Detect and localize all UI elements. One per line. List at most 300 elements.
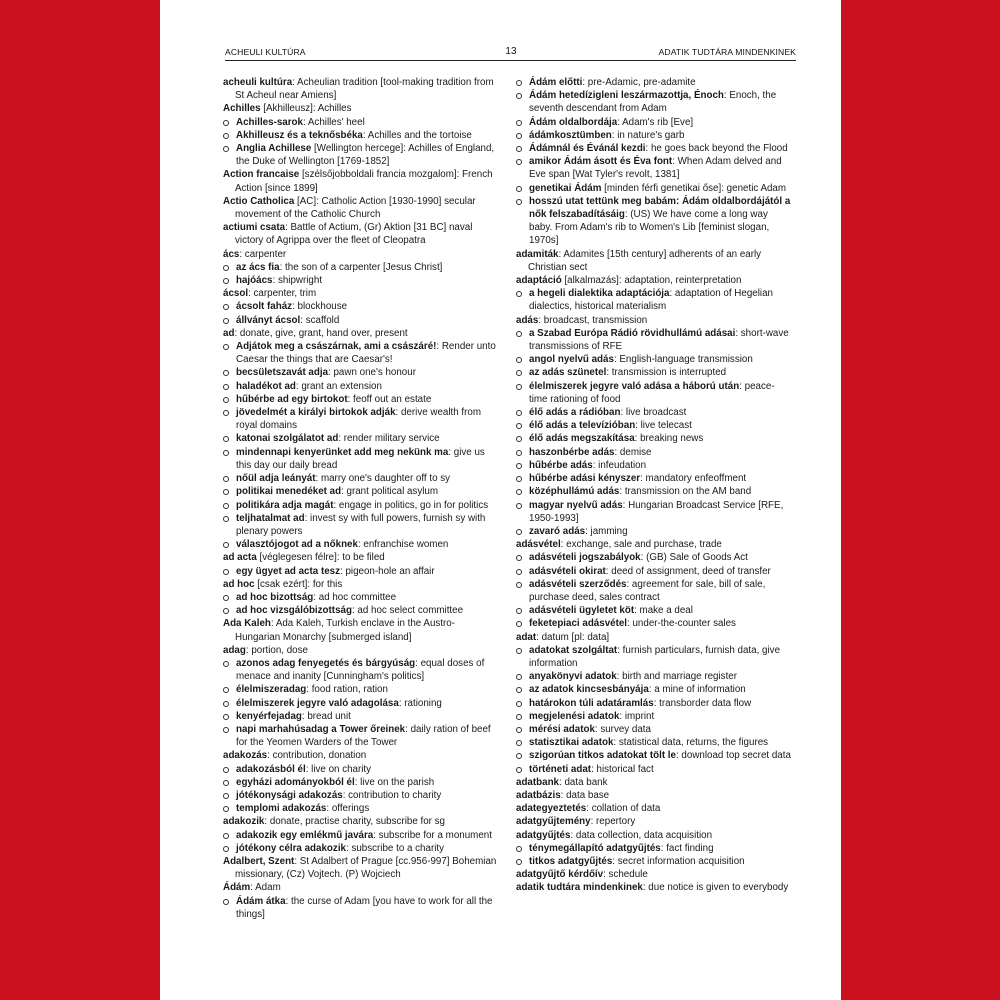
entry-headword: Ádám oldalbordája [529,116,618,128]
dictionary-entry [516,631,793,644]
sub-entry [516,551,793,564]
entry-definition: : When Adam delved and Eve span [Wat Tyler's revolt, 1381] [529,156,782,181]
entry-definition: : collation of data [586,803,661,815]
entry-definition: : datum [pl: data] [536,631,610,643]
sub-entry [516,432,793,445]
entry-headword: amikor Ádám ásott és Éva font [529,156,673,168]
entry-definition: : blockhouse [292,301,348,313]
entry-headword: az adatok kincsesbányája [529,684,649,696]
entry-headword: adatokat szolgáltat [529,644,618,656]
entry-headword: anyakönyvi adatok [529,671,617,683]
dictionary-entry [223,855,500,881]
sub-entry [516,499,793,525]
sub-entry [516,855,793,868]
entry-definition: : carpenter, trim [248,288,317,300]
entry-definition: : the curse of Adam [you have to work for all the things] [236,895,493,920]
entry-headword: ácsolt faház [236,301,293,313]
sub-entry [516,842,793,855]
entry-headword: actiumi csata [223,222,286,234]
entry-headword: zavaró adás [529,525,586,537]
entry-definition: : offerings [326,803,370,815]
entry-headword: Akhilleusz és a teknősbéka [236,129,363,141]
sub-entry [516,287,793,313]
entry-headword: adatgyűjtemény [516,816,591,828]
entry-headword: élelmiszeradag [236,684,307,696]
entry-definition: : adaptation of Hegelian dialectics, historical materialism [529,288,773,313]
dictionary-entry [223,76,500,102]
entry-headword: adaptáció [516,275,562,287]
sub-entry [516,485,793,498]
sub-entry [223,657,500,683]
entry-definition: [AC]: Catholic Action [1930-1990] secular movement of the Catholic Church [235,195,476,221]
dictionary-entry [516,776,793,789]
entry-headword: Ádám átka [236,895,286,907]
entry-definition: [alkalmazás]: adaptation, reinterpretation [561,275,742,287]
dictionary-entry [516,815,793,828]
entry-definition: : Render unto Caesar the things that are Caesar's! [236,341,496,366]
sub-entry [516,683,793,696]
sub-entry [516,459,793,472]
entry-headword: nőül adja leányát [236,473,316,485]
entry-definition: : schedule [603,869,648,881]
sub-entry [223,763,500,776]
sub-entry [516,195,793,248]
sub-entry [516,644,793,670]
entry-definition: : peace-time rationing of food [529,380,775,405]
sub-entry [223,446,500,472]
sub-entry [223,683,500,696]
entry-headword: adásvételi okirat [529,565,606,577]
entry-headword: politikára adja magát [236,499,334,511]
dictionary-entry [223,287,500,300]
entry-headword: magyar nyelvű adás [529,499,623,511]
sub-entry [516,472,793,485]
sub-entry [516,525,793,538]
entry-definition: : short-wave transmissions of RFE [529,327,789,353]
dictionary-entry [223,221,500,247]
entry-definition: : Battle of Actium, (Gr) Aktion [31 BC] naval victory of Agrippa over the fleet of Cleopatra [235,222,473,247]
entry-definition: : jamming [585,525,628,537]
page-number: 13 [505,46,517,57]
sub-entry [516,366,793,379]
entry-headword: haladékot ad [236,380,296,392]
dictionary-entry [516,881,793,894]
entry-definition: : St Adalbert of Prague [cc.956-997] Bohemian missionary, (Cz) Vojtech. (P) Wojciech [235,855,497,881]
entry-definition: : live on the parish [354,776,435,788]
dictionary-entry [223,644,500,657]
entry-definition: : historical fact [591,763,654,775]
entry-definition: : donate, practise charity, subscribe for sg [264,816,445,828]
running-header [225,47,796,61]
entry-definition: : infeudation [592,459,647,471]
sub-entry [223,604,500,617]
sub-entry [223,499,500,512]
dictionary-entry [516,829,793,842]
sub-entry [516,604,793,617]
entry-headword: Ádám hetedízigleni leszármazottja, Énoch [529,90,724,102]
entry-definition: : (US) We have come a long way baby. From Adam's rib to Women's Lib [feminist slogan, 1970s] [529,209,770,247]
sub-entry [223,538,500,551]
sub-entry [516,353,793,366]
entry-definition: : make a deal [634,605,693,617]
entry-headword: napi marhahúsadag a Tower őreinek [236,723,406,735]
entry-headword: Achilles [223,103,261,115]
entry-definition: [szélsőjobboldali francia mozgalom]: French Action [since 1899] [235,169,493,194]
entry-headword: adatgyűjtés [516,829,571,841]
entry-headword: adásvételi szerződés [529,578,627,590]
entry-headword: Actio Catholica [223,195,295,207]
entry-definition: : contribution, donation [267,750,367,762]
entry-definition: : in nature's garb [611,129,685,141]
entry-definition: : a mine of information [648,684,746,696]
entry-definition: : statistical data, returns, the figures [613,737,769,749]
entry-headword: Adalbert, Szent [223,855,295,867]
entry-definition: : give us this day our daily bread [236,446,485,471]
entry-definition: : imprint [619,710,655,722]
entry-definition: : Adamites [15th century] adherents of an early Christian sect [528,248,762,273]
entry-headword: ad hoc bizottság [236,591,314,603]
entry-definition: : transmission on the AM band [619,486,752,498]
entry-headword: politikai menedéket ad [236,486,342,498]
sub-entry [223,789,500,802]
entry-definition: : data base [560,789,610,801]
entry-headword: ádámkosztümben [529,129,612,141]
entry-headword: adakozik egy emlékmű javára [236,829,374,841]
entry-definition: : furnish particulars, furnish data, give information [529,644,781,669]
sub-entry [223,723,500,749]
entry-definition: : subscribe for a monument [373,829,492,841]
entry-headword: adásvétel [516,539,561,551]
entry-definition: : engage in politics, go in for politics [333,499,489,511]
sub-entry [223,274,500,287]
entry-headword: acheuli kultúra [223,77,293,88]
entry-headword: kenyérfejadag [236,710,302,722]
entry-definition: : English-language transmission [613,354,753,366]
entry-headword: Ádám előtti [529,77,583,88]
sub-entry [516,710,793,723]
entry-headword: élő adás a rádióban [529,407,621,419]
entry-definition: : secret information acquisition [612,855,745,867]
entry-headword: jótékonysági adakozás [236,789,343,801]
entry-definition: : contribution to charity [342,789,442,801]
sub-entry [223,512,500,538]
entry-definition: : grant an extension [295,380,382,392]
entry-definition: : data bank [559,776,608,788]
entry-definition: : grant political asylum [341,486,438,498]
entry-headword: Ádám [223,882,251,894]
entry-headword: megjelenési adatok [529,710,620,722]
sub-entry [223,842,500,855]
entry-definition: : food ration, ration [306,684,388,696]
entry-headword: Anglia Achillese [236,143,312,155]
sub-entry [516,380,793,406]
sub-entry [516,182,793,195]
header-rule [225,60,796,61]
sub-entry [516,116,793,129]
entry-definition: : ad hoc select committee [351,605,464,617]
entry-headword: adakozik [223,816,265,828]
sub-entry [223,129,500,142]
entry-headword: egy ügyet ad acta tesz [236,565,340,577]
sub-entry [223,406,500,432]
entry-headword: hűbérbe adási kényszer [529,473,641,485]
dictionary-entry [516,538,793,551]
sub-entry [223,116,500,129]
header-last-entry: ADATIK TUDTÁRA MINDENKINEK [658,47,796,57]
entry-headword: adakozásból él [236,763,306,775]
sub-entry [516,565,793,578]
entry-headword: adatgyűjtő kérdőív [516,869,604,881]
entry-definition: : survey data [594,723,651,735]
entry-headword: hajóács [236,275,273,287]
entry-definition: : render military service [338,433,440,445]
entry-headword: adás [516,314,539,326]
sub-entry [516,89,793,115]
sub-entry [223,565,500,578]
entry-headword: jövedelmét a királyi birtokok adják [236,407,396,419]
dictionary-entry [223,749,500,762]
sub-entry [516,129,793,142]
entry-definition: : due notice is given to everybody [642,882,789,894]
entry-headword: statisztikai adatok [529,737,614,749]
entry-headword: haszonbérbe adás [529,446,615,458]
entry-definition: : demise [614,446,652,458]
entry-definition: : bread unit [301,710,351,722]
sub-entry [516,419,793,432]
entry-headword: ad [223,327,235,339]
entry-headword: ács [223,248,240,260]
entry-definition: : carpenter [239,248,287,260]
dictionary-entry [223,551,500,564]
sub-entry [516,670,793,683]
dictionary-entry [223,168,500,194]
sub-entry [223,366,500,379]
entry-definition: [Wellington hercege]: Achilles of England, the Duke of Wellington [1769-1852] [236,143,495,168]
sub-entry [516,723,793,736]
entry-headword: ad acta [223,552,257,564]
entry-definition: : Acheulian tradition [tool-making tradition from St Acheul near Amiens] [235,77,494,102]
entry-definition: : agreement for sale, bill of sale, purchase deed, sales contract [529,578,766,603]
entry-headword: adatbank [516,776,560,788]
entry-definition: : live telecast [635,420,692,432]
entry-definition: : Ada Kaleh, Turkish enclave in the Austro-Hungarian Monarchy [submerged island] [235,618,455,643]
sub-entry [516,142,793,155]
entry-definition: : exchange, sale and purchase, trade [560,539,722,551]
entry-headword: ácsol [223,288,249,300]
dictionary-entry [223,881,500,894]
dictionary-entry [223,327,500,340]
entry-definition: : ad hoc committee [313,591,397,603]
sub-entry [223,340,500,366]
sub-entry [516,697,793,710]
entry-headword: az ács fia [236,261,280,273]
entry-headword: Adjátok meg a császárnak, ami a császáré! [236,341,437,353]
entry-definition: : mandatory enfeoffment [640,473,747,485]
entry-definition: : Achilles and the tortoise [362,129,472,141]
dictionary-entry [516,868,793,881]
entry-definition: : feoff out an estate [347,393,432,405]
entry-headword: ad hoc [223,578,255,590]
entry-headword: hosszú utat tettünk meg babám: Ádám oldalbordájától a nők felszabadításáig [529,195,791,221]
entry-definition: : scaffold [300,314,340,326]
entry-headword: ad hoc vizsgálóbizottság [236,605,352,617]
entry-headword: adatbázis [516,789,561,801]
entry-definition: : breaking news [634,433,704,445]
entry-definition: : live broadcast [620,407,687,419]
entry-definition: : donate, give, grant, hand over, present [234,327,408,339]
dictionary-entry [516,789,793,802]
sub-entry [516,578,793,604]
sub-entry [223,776,500,789]
entry-headword: adat [516,631,537,643]
entry-headword: angol nyelvű adás [529,354,614,366]
right-column [516,76,793,895]
entry-headword: Action francaise [223,169,300,181]
sub-entry [516,155,793,181]
sub-entry [223,485,500,498]
entry-headword: egyházi adományokból él [236,776,355,788]
entry-definition: : portion, dose [245,644,308,656]
entry-headword: adásvételi ügyletet köt [529,605,635,617]
sub-entry [516,736,793,749]
entry-headword: élelmiszerek jegyre való adagolása [236,697,399,709]
entry-headword: adag [223,644,246,656]
entry-headword: élelmiszerek jegyre való adása a háború után [529,380,740,392]
entry-definition: : daily ration of beef for the Yeomen Warders of the Tower [236,723,491,749]
entry-definition: [minden férfi genetikai őse]: genetic Adam [601,182,787,194]
entry-headword: adásvételi jogszabályok [529,552,641,564]
entry-headword: adamiták [516,248,559,260]
left-column [223,76,500,921]
entry-definition: : under-the-counter sales [627,618,736,630]
entry-headword: Ádámnál és Évánál kezdi [529,143,646,155]
entry-definition: : Adam's rib [Eve] [617,116,694,128]
entry-headword: hűbérbe adás [529,459,593,471]
entry-definition: : enfranchise women [357,539,449,551]
entry-headword: templomi adakozás [236,803,327,815]
entry-definition: : repertory [590,816,636,828]
entry-headword: titkos adatgyűjtés [529,855,613,867]
sub-entry [223,829,500,842]
entry-definition: : Hungarian Broadcast Service [RFE, 1950-1993] [529,499,784,524]
entry-definition: : Enoch, the seventh descendant from Adam [529,90,777,115]
entry-definition: : derive wealth from royal domains [236,407,482,432]
entry-headword: középhullámú adás [529,486,620,498]
sub-entry [223,314,500,327]
entry-definition: : broadcast, transmission [538,314,648,326]
sub-entry [516,617,793,630]
entry-definition: : the son of a carpenter [Jesus Christ] [279,261,443,273]
sub-entry [223,895,500,921]
entry-definition: : subscribe to a charity [346,842,445,854]
entry-definition: [csak ezért]: for this [254,578,343,590]
entry-headword: adategyeztetés [516,803,587,815]
entry-headword: adatik tudtára mindenkinek [516,882,643,894]
sub-entry [223,802,500,815]
dictionary-entry [516,248,793,274]
entry-headword: katonai szolgálatot ad [236,433,339,445]
sub-entry [223,393,500,406]
sub-entry [223,142,500,168]
entry-headword: a Szabad Európa Rádió rövidhullámú adásai [529,327,736,339]
entry-headword: jótékony célra adakozik [236,842,346,854]
entry-definition: : pre-Adamic, pre-adamite [582,77,696,88]
sub-entry [223,710,500,723]
sub-entry [223,380,500,393]
entry-headword: az adás szünetel [529,367,607,379]
entry-definition: : Adam [250,882,281,894]
dictionary-entry [223,578,500,591]
dictionary-entry [516,314,793,327]
entry-headword: állványt ácsol [236,314,301,326]
dictionary-entry [223,195,500,221]
entry-definition: : marry one's daughter off to sy [315,473,451,485]
entry-definition: : deed of assignment, deed of transfer [605,565,771,577]
dictionary-page [160,0,841,1000]
entry-headword: mindennapi kenyerünket add meg nekünk ma [236,446,449,458]
sub-entry [516,749,793,762]
entry-definition: : live on charity [305,763,372,775]
sub-entry [223,432,500,445]
entry-definition: [Akhilleusz]: Achilles [260,103,352,115]
sub-entry [223,261,500,274]
entry-headword: hűbérbe ad egy birtokot [236,393,348,405]
entry-definition: : equal doses of menace and inanity [Cunningham's politics] [236,657,485,683]
entry-definition: : he goes back beyond the Flood [645,143,788,155]
dictionary-entry [223,102,500,115]
sub-entry [516,763,793,776]
entry-headword: feketepiaci adásvétel [529,618,628,630]
dictionary-entry [223,617,500,643]
entry-headword: élő adás megszakítása [529,433,635,445]
entry-headword: a hegeli dialektika adaptációja [529,288,670,300]
sub-entry [223,300,500,313]
entry-headword: adakozás [223,750,268,762]
entry-headword: teljhatalmat ad [236,512,305,524]
entry-headword: Ada Kaleh [223,618,271,630]
sub-entry [223,591,500,604]
entry-definition: : pigeon-hole an affair [340,565,435,577]
entry-definition: : transborder data flow [653,697,752,709]
sub-entry [223,697,500,710]
entry-definition: : pawn one's honour [328,367,416,379]
entry-headword: választójogot ad a nőknek [236,539,358,551]
entry-definition: : (GB) Sale of Goods Act [640,552,748,564]
entry-headword: Achilles-sarok [236,116,303,128]
dictionary-entry [516,274,793,287]
entry-headword: történeti adat [529,763,592,775]
entry-definition: : shipwright [272,275,323,287]
sub-entry [516,327,793,353]
dictionary-entry [516,802,793,815]
entry-definition: : rationing [398,697,442,709]
entry-definition: : fact finding [660,842,714,854]
sub-entry [516,76,793,89]
entry-definition: [véglegesen félre]: to be filed [256,552,385,564]
header-first-entry: ACHEULI KULTÚRA [225,47,306,57]
entry-definition: : data collection, data acquisition [570,829,713,841]
dictionary-entry [223,815,500,828]
sub-entry [516,446,793,459]
entry-definition: : download top secret data [675,750,791,762]
entry-headword: határokon túli adatáramlás [529,697,654,709]
entry-headword: genetikai Ádám [529,182,602,194]
entry-headword: szigorúan titkos adatokat tölt le [529,750,676,762]
entry-definition: : birth and marriage register [616,671,738,683]
entry-definition: : invest sy with full powers, furnish sy with plenary powers [236,512,486,537]
sub-entry [516,406,793,419]
entry-definition: : transmission is interrupted [606,367,727,379]
